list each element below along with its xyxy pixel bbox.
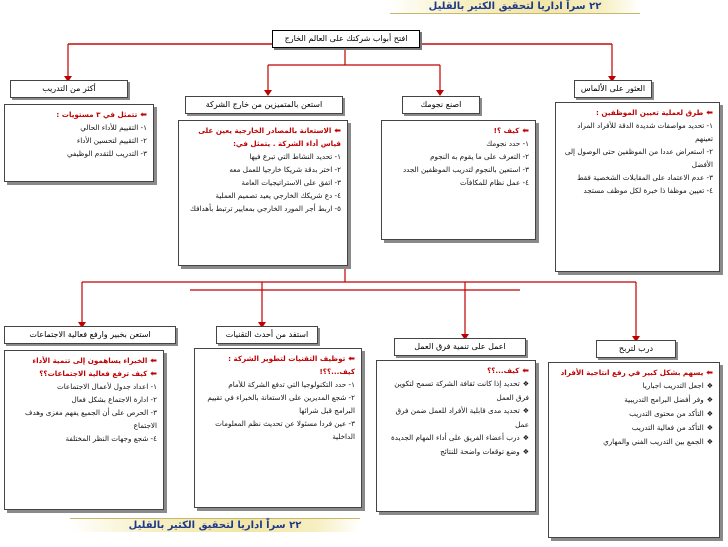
list-item: ٤- دع شريكك الخارجي يعيد تصميم العملية: [215, 191, 341, 200]
header-diamonds: العثور على الألماس: [574, 80, 652, 98]
list-item: ١- اعداد جدول لأعمال الاجتماعات: [56, 382, 157, 391]
list-item: ٢- استعراض عددا من الموظفين حتى الوصول إلى الأفضل: [564, 147, 713, 169]
diamond-bullet-icon: ❖: [706, 438, 713, 446]
list-item: [553, 379, 713, 393]
item-text: الجمع بين التدريب الفني والمهاري: [603, 437, 704, 446]
card-training-title: [9, 108, 147, 121]
title-text: طرق لعملية تعيين الموظفين :: [596, 108, 704, 117]
list-item: [553, 393, 713, 407]
arrow-icon: ⬅: [150, 356, 157, 365]
arrow-icon: ⬅: [150, 369, 157, 378]
card-teams-title: [381, 364, 529, 377]
item-text: تحديد إذا كانت ثقافة الشركة تسمح لتكوين فرق العمل: [394, 379, 529, 402]
list-item: ٢- التقييم لتحسين الأداء: [76, 136, 147, 145]
card-teams: [376, 360, 536, 512]
list-item: ٥- اربط أجر المورد الخارجي بمعايير ترتبط بأهدافك: [190, 204, 341, 213]
item-text: التأكد من فعالية التدريب: [631, 423, 704, 432]
list-item: ٢- شجع المديرين على الاستعانة بالخبراء في تقييم البرامج قبل شرائها: [207, 393, 355, 415]
card-stars: [381, 120, 536, 240]
diamond-bullet-icon: ❖: [522, 407, 529, 415]
list-item: ١- تحديد النشاط التي تبرع فيها: [249, 152, 341, 161]
arrow-icon: ⬅: [334, 126, 341, 135]
list-item: ٤- شجع وجهات النظر المختلفة: [65, 434, 157, 443]
list-item: ٣- اتفق على الاستراتيجيات العامة: [241, 178, 341, 187]
card-outside: [178, 120, 348, 266]
diamond-bullet-icon: ❖: [706, 410, 713, 418]
list-item: [553, 407, 713, 421]
arrow-icon: ⬅: [522, 126, 529, 135]
card-profit: [548, 362, 720, 538]
list-item: ٢- اختر بدقة شريكا خارجيا للعمل معه: [229, 165, 341, 174]
list-item: ٣- عدم الاعتماد على المقابلات الشخصية فقط: [576, 173, 713, 182]
item-text: وفر أفضل البرامج التدريبية: [624, 395, 704, 404]
list-item: ٢- التعرف على ما يقوم به النجوم: [430, 152, 529, 161]
title-text: كيف...؟؟: [487, 366, 520, 375]
title-text: توظيف التقنيات لتطوير الشركة : كيف...؟؟!: [228, 354, 355, 376]
arrow-icon: ⬅: [140, 110, 147, 119]
list-item: ٣- التدريب للتقدم الوظيفي: [67, 149, 147, 158]
header-stars: اصنع نجومك: [402, 96, 480, 114]
arrow-icon: ⬅: [706, 368, 713, 377]
arrow-icon: ⬅: [706, 108, 713, 117]
card-tech: [194, 348, 362, 508]
title-text: كيف ترفع فعالية الاجتماعات؟؟: [39, 369, 148, 378]
header-outside: استعن بالمتميزين من خارج الشركة: [185, 96, 343, 114]
header-training: أكثر من التدريب: [10, 80, 128, 98]
list-item: ٣- الحرص على أن الجميع يفهم مغزى وهدف الاجتماع: [25, 408, 157, 430]
diamond-bullet-icon: ❖: [706, 396, 713, 404]
list-item: ١- حدد نجومك: [486, 139, 529, 148]
diamond-bullet-icon: ❖: [522, 434, 529, 442]
header-tech: استفد من أحدث التقنيات: [216, 326, 318, 344]
card-stars-title: [386, 124, 529, 137]
banner-top: ٢٢ سراً اداريا لتحقيق الكثير بالقليل: [390, 0, 640, 14]
title-text: كيف ؟!: [493, 126, 520, 135]
item-text: اجعل التدريب اجباريا: [642, 381, 704, 390]
item-text: التأكد من محتوى التدريب: [629, 409, 704, 418]
diamond-bullet-icon: ❖: [706, 382, 713, 390]
list-item: ١- تحديد مواصفات شديدة الدقة للأفراد المراد تعينهم: [577, 121, 713, 143]
list-item: ٢- ادارة الاجتماع بشكل فعال: [71, 395, 157, 404]
list-item: [553, 435, 713, 449]
list-item: ٤- تعيين موظفا ذا خبرة لكل موظف مستجد: [583, 186, 713, 195]
card-meetings-title1: [9, 354, 157, 367]
diamond-bullet-icon: ❖: [522, 380, 529, 388]
list-item: [381, 445, 529, 459]
list-item: ١- حدد التكنولوجيا التي تدفع الشركة للأمام: [228, 380, 355, 389]
card-training: [4, 104, 154, 182]
list-item: ١- التقييم للأداء الحالي: [80, 123, 147, 132]
item-text: وضع توقعات واضحة للنتائج: [440, 447, 520, 456]
card-outside-title: [183, 124, 341, 150]
arrow-icon: ⬅: [522, 366, 529, 375]
item-text: درب أعضاء الفريق على أداء المهام الجديدة: [391, 433, 520, 442]
list-item: [381, 377, 529, 404]
list-item: [553, 421, 713, 435]
title-text: الاستعانة بالمصادر الخارجية يعين على قياس أداء الشركة . يتمثل في:: [198, 126, 341, 148]
card-meetings-title2: [9, 367, 157, 380]
title-text: الخبراء يساهمون إلى تنمية الأداء: [32, 356, 148, 365]
arrow-icon: ⬅: [348, 354, 355, 363]
list-item: ٤- عمل نظام للمكافآت: [459, 178, 529, 187]
header-teams: اعمل على تنمية فرق العمل: [394, 338, 526, 356]
list-item: [381, 404, 529, 431]
list-item: ٣- عين فردا مسئولا عن تحديث نظم المعلومات الداخلية: [215, 419, 355, 441]
banner-bottom: ٢٢ سراً اداريا لتحقيق الكثير بالقليل: [70, 518, 360, 532]
item-text: تحديد مدى قابلية الأفراد للعمل ضمن فرق عمل: [395, 406, 529, 429]
header-profit: درب لتربح: [596, 340, 676, 358]
title-text: تتمثل في ٣ مستويات :: [56, 110, 138, 119]
card-diamonds: [555, 102, 720, 272]
card-tech-title: [199, 352, 355, 378]
diamond-bullet-icon: ❖: [522, 448, 529, 456]
diamond-bullet-icon: ❖: [706, 424, 713, 432]
list-item: ٣- استعين بالنجوم لتدريب الموظفين الجدد: [402, 165, 529, 174]
card-meetings: [4, 350, 164, 510]
header-meetings: استعن بخبير وارفع فعالية الاجتماعات: [4, 326, 176, 344]
title-text: يسهم بشكل كبير في رفع انتاجية الأفراد: [560, 368, 704, 377]
list-item: [381, 431, 529, 445]
root-node: افتح أبواب شركتك على العالم الخارج: [272, 30, 420, 48]
card-diamonds-title: [560, 106, 713, 119]
card-profit-title: [553, 366, 713, 379]
